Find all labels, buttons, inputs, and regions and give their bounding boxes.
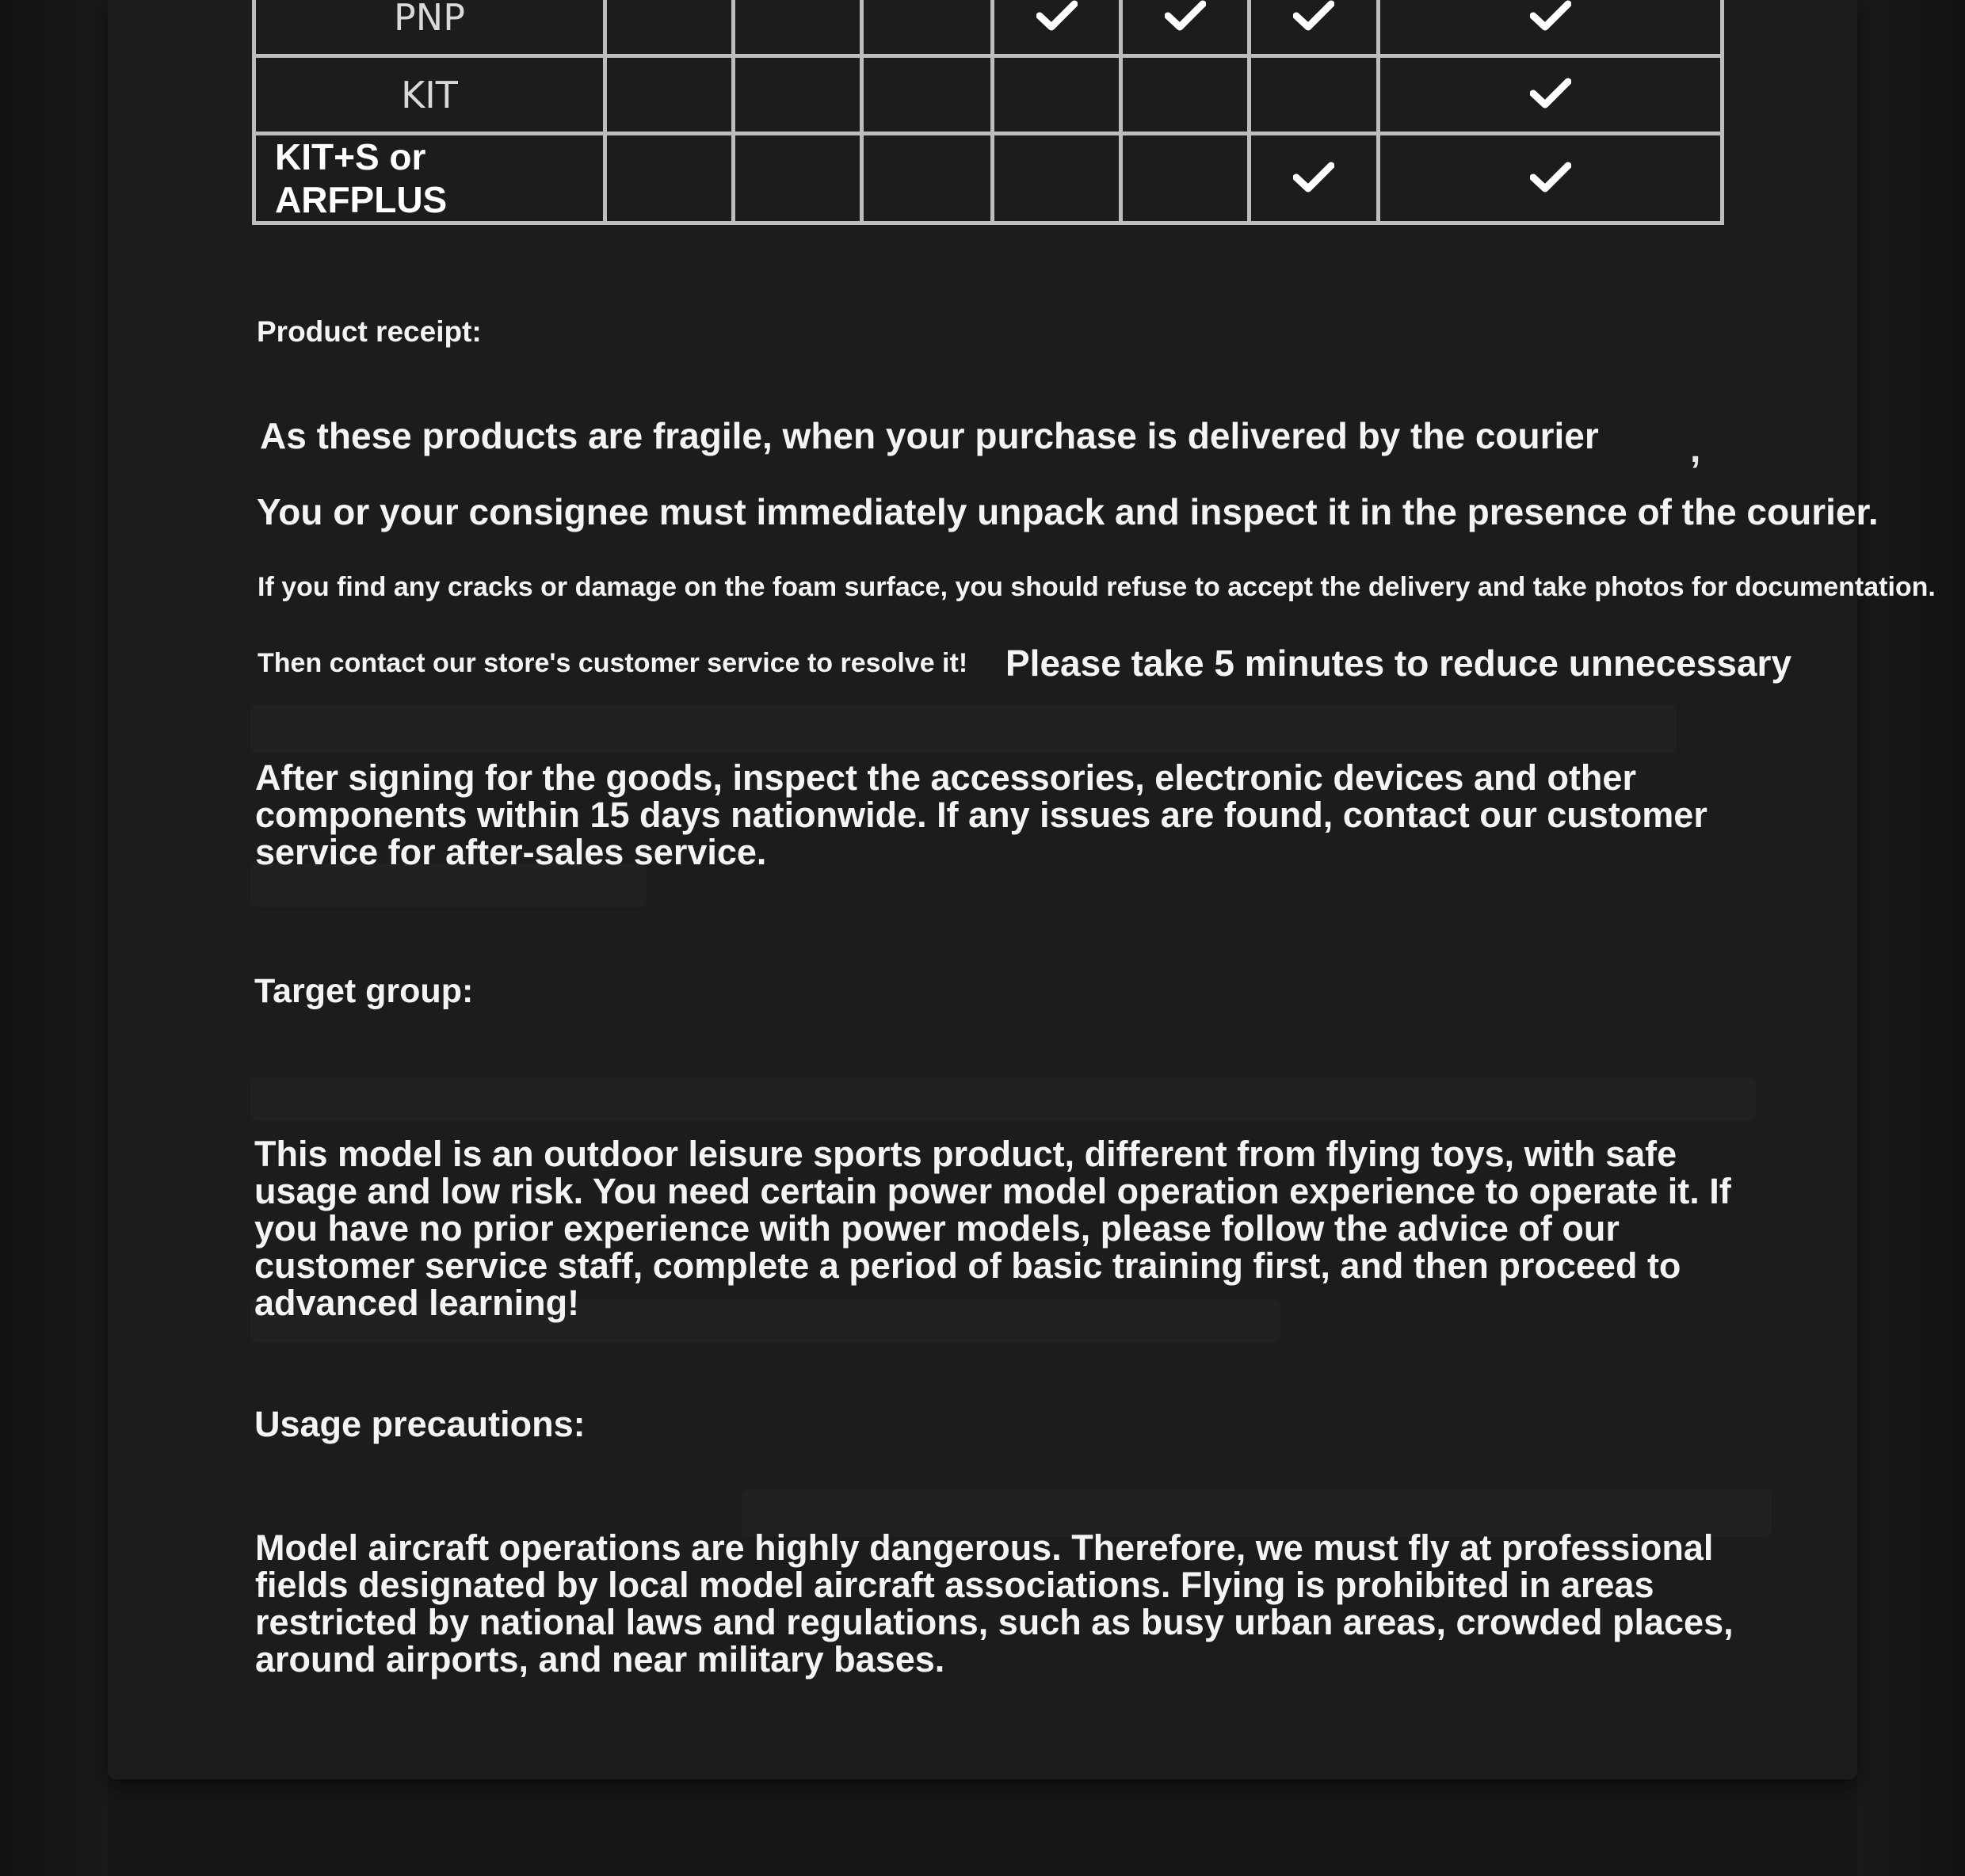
table-cell	[1121, 134, 1250, 223]
checkmark-icon	[1036, 0, 1078, 31]
receipt-line-4b: Please take 5 minutes to reduce unnecessary	[1005, 642, 1792, 684]
table-cell	[1250, 134, 1379, 223]
receipt-heading: Product receipt:	[257, 315, 482, 348]
table-cell	[1250, 0, 1379, 56]
table-cell	[862, 0, 993, 56]
receipt-line-3: If you find any cracks or damage on the foam surface, you should refuse to accept the delivery and take photos for documentation.	[258, 572, 1936, 602]
receipt-line-4a: Then contact our store's customer service to resolve it!	[258, 648, 968, 678]
checkmark-icon	[1530, 77, 1571, 109]
faint-smudge	[250, 705, 1677, 753]
content-panel	[108, 0, 1857, 1779]
receipt-line-1: As these products are fragile, when your purchase is delivered by the courier	[260, 415, 1599, 456]
checkmark-icon	[1293, 161, 1334, 193]
table-cell	[734, 56, 862, 134]
checkmark-icon	[1530, 161, 1571, 193]
table-cell	[605, 134, 734, 223]
checkmark-icon	[1293, 0, 1334, 31]
table-row	[254, 0, 1723, 56]
table-cell	[605, 0, 734, 56]
stray-comma: ,	[1690, 429, 1701, 471]
table-cell	[993, 134, 1121, 223]
compatibility-table	[252, 0, 1720, 220]
receipt-line-2: You or your consignee must immediately unpack and inspect it in the presence of the courier.	[257, 491, 1879, 532]
table-cell	[1379, 56, 1723, 134]
row-label: KIT+S or ARFPLUS	[254, 134, 605, 223]
table-row	[254, 134, 1723, 223]
usage-heading: Usage precautions:	[254, 1404, 586, 1444]
usage-paragraph: Model aircraft operations are highly dangerous. Therefore, we must fly at professional fields designated by local model aircraft associations. Flying is prohibited in areas restricted by national laws and regulations, such as busy urban areas, crowded places, around airports, and near military bases.	[255, 1527, 1734, 1680]
table-row	[254, 56, 1723, 134]
table-cell	[1121, 0, 1250, 56]
row-label: PNP	[254, 0, 605, 56]
table-cell	[993, 0, 1121, 56]
faint-smudge	[250, 1077, 1756, 1121]
frame-shadow-left	[0, 0, 108, 1876]
table-cell	[993, 56, 1121, 134]
checkmark-icon	[1530, 0, 1571, 31]
table-cell	[1121, 56, 1250, 134]
table-cell	[1379, 134, 1723, 223]
table-cell	[862, 56, 993, 134]
target-paragraph: This model is an outdoor leisure sports product, different from flying toys, with safe usage and low risk. You need certain power model operation experience to operate it. If you have no prior experience with power models, please follow the advice of our customer service staff, complete a period of basic training first, and then proceed to advanced learning!	[254, 1134, 1731, 1323]
checkmark-icon	[1165, 0, 1206, 31]
table-cell	[734, 0, 862, 56]
table-cell	[1379, 0, 1723, 56]
table-cell	[605, 56, 734, 134]
receipt-paragraph: After signing for the goods, inspect the accessories, electronic devices and other components within 15 days nationwide. If any issues are found, contact our customer service for after-sales service.	[255, 757, 1707, 872]
table-cell	[862, 134, 993, 223]
frame-shadow-right	[1857, 0, 1965, 1876]
table-cell	[1250, 56, 1379, 134]
row-label: KIT	[254, 56, 605, 134]
table-cell	[734, 134, 862, 223]
target-heading: Target group:	[254, 972, 474, 1010]
